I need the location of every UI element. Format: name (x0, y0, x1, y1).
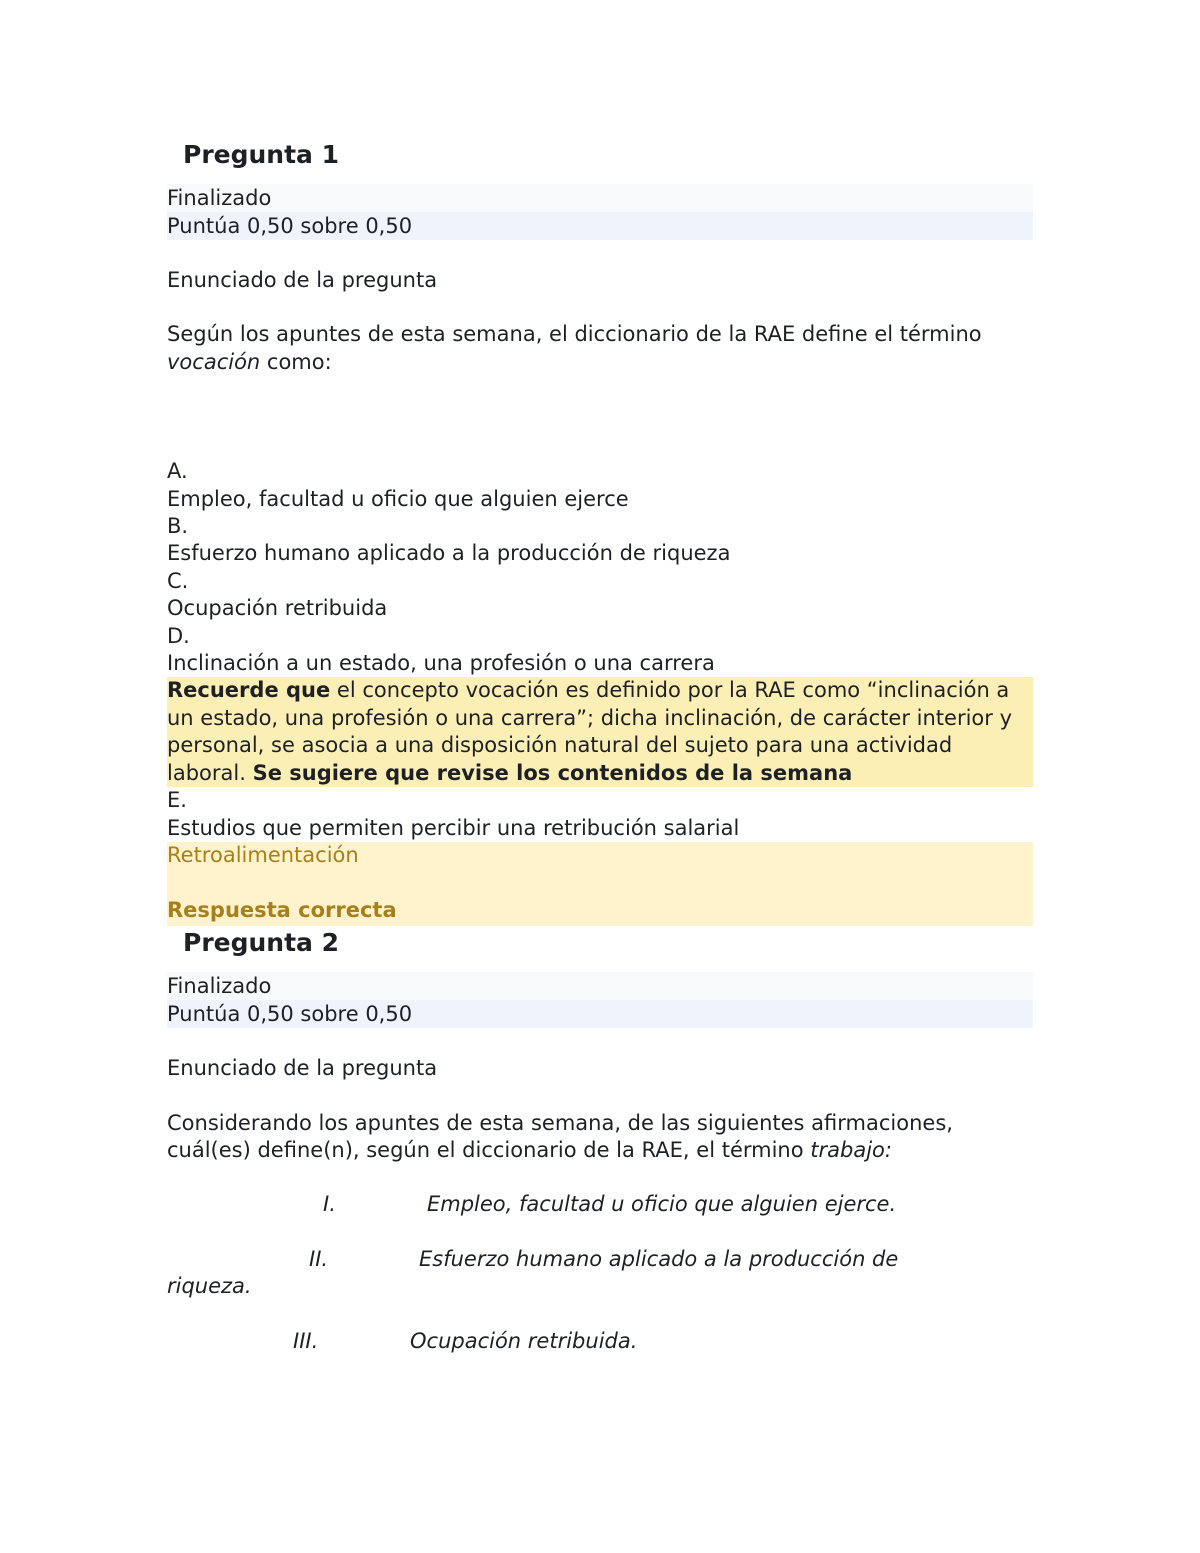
option-text: Esfuerzo humano aplicado a la producción de riqueza (167, 541, 731, 566)
option-text: Ocupación retribuida (167, 596, 388, 621)
statement-number: I. (323, 1192, 336, 1217)
statement-iii (167, 1328, 1033, 1355)
question-2-text: Considerando los apuntes de esta semana, de las siguientes afirmaciones, cuál(es) define(n), según el diccionario de la RAE, el término trabajo: (167, 1110, 953, 1162)
right-answer-label: Respuesta correcta (167, 897, 397, 922)
answer-option-e[interactable] (167, 787, 1033, 842)
question-2-prompt-heading: Enunciado de la pregunta (167, 1056, 438, 1081)
question-2-title: Pregunta 2 (183, 928, 340, 958)
quiz-review-page (167, 138, 1033, 1355)
statement-ii (167, 1246, 1033, 1301)
answer-option-d[interactable] (167, 623, 1033, 678)
question-1-text: Según los apuntes de esta semana, el diccionario de la RAE define el término vocación como: (167, 322, 982, 374)
question-1-answers (167, 458, 1033, 842)
answer-option-a[interactable] (167, 458, 1033, 513)
option-letter: C. (167, 568, 189, 593)
question-1-general-feedback (167, 842, 1033, 926)
question-2-grade: Puntúa 0,50 sobre 0,50 (167, 1000, 1033, 1028)
statement-i (167, 1191, 1033, 1218)
option-text: Inclinación a un estado, una profesión o una carrera (167, 651, 715, 676)
option-letter: D. (167, 623, 190, 648)
statement-number: III. (293, 1328, 319, 1353)
question-1-state: Finalizado (167, 184, 1033, 212)
feedback-heading: Retroalimentación (167, 842, 359, 867)
option-text: Estudios que permiten percibir una retribución salarial (167, 815, 740, 840)
statement-text: Empleo, facultad u oficio que alguien ejerce. (427, 1192, 897, 1217)
question-1-prompt-heading: Enunciado de la pregunta (167, 268, 438, 292)
question-2-state: Finalizado (167, 972, 1033, 1000)
option-text: Empleo, facultad u oficio que alguien ejerce (167, 486, 629, 511)
statement-text: Esfuerzo humano aplicado a la producción de (419, 1246, 899, 1271)
statement-text-continued: riqueza. (167, 1274, 252, 1299)
statement-text: Ocupación retribuida. (410, 1328, 638, 1353)
option-d-feedback: Recuerde que el concepto vocación es definido por la RAE como “inclinación a un estado, una profesión o una carrera”; dicha inclinación, de carácter interior y personal, se asocia a una disposición natural del sujeto para una actividad laboral. Se sugiere que revise los contenidos de la semana (167, 677, 1033, 787)
statement-number: II. (309, 1246, 329, 1271)
answer-option-b[interactable] (167, 513, 1033, 568)
question-1-title: Pregunta 1 (183, 140, 340, 169)
option-letter: B. (167, 514, 189, 539)
option-letter: A. (167, 459, 188, 484)
question-1-grade: Puntúa 0,50 sobre 0,50 (167, 212, 1033, 240)
answer-option-c[interactable] (167, 568, 1033, 623)
option-letter: E. (167, 788, 187, 813)
